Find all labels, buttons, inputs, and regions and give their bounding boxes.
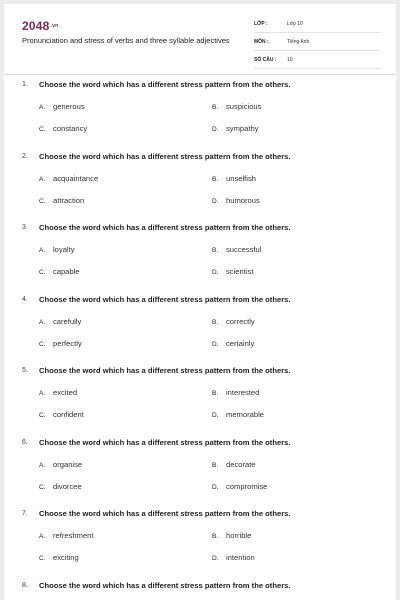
option-letter: B.: [212, 390, 219, 397]
option-letter: D.: [212, 269, 219, 276]
question-heading: [4, 436, 396, 450]
header-divider: [4, 74, 396, 75]
question-item: [4, 579, 396, 600]
option-text: correctly: [226, 316, 255, 326]
option-letter: B.: [212, 533, 219, 540]
option-text: unselfish: [226, 173, 256, 183]
option-text: capable: [53, 267, 80, 276]
option-d[interactable]: [212, 410, 264, 419]
option-letter: B.: [212, 247, 219, 254]
option-text: constancy: [53, 124, 88, 133]
option-c[interactable]: [39, 410, 84, 419]
option-letter: B.: [212, 104, 219, 111]
option-d[interactable]: [212, 482, 267, 491]
option-b[interactable]: [212, 245, 261, 254]
question-heading: [4, 78, 396, 92]
option-text: carefully: [53, 316, 82, 326]
option-a[interactable]: [39, 102, 85, 111]
option-c[interactable]: [39, 339, 82, 348]
option-d[interactable]: [212, 196, 260, 205]
option-text: compromise: [226, 481, 268, 491]
option-text: suspicious: [226, 102, 262, 111]
question-heading: [4, 293, 396, 307]
option-text: excited: [53, 388, 78, 397]
option-letter: D.: [212, 340, 219, 348]
option-letter: A.: [39, 533, 46, 540]
question-text: Choose the word which has a different stress pattern from the others.: [39, 294, 291, 304]
option-letter: C.: [39, 483, 46, 491]
question-item: [4, 507, 396, 579]
question-text: Choose the word which has a different stress pattern from the others.: [39, 366, 291, 375]
option-c[interactable]: [39, 267, 80, 276]
option-letter: A.: [39, 104, 46, 111]
option-letter: A.: [39, 461, 46, 469]
question-heading: [4, 579, 396, 593]
option-a[interactable]: [39, 460, 82, 469]
option-text: decorate: [226, 459, 256, 469]
question-text: Choose the word which has a different stress pattern from the others.: [39, 437, 291, 447]
option-letter: C.: [39, 126, 46, 133]
option-letter: C.: [39, 197, 46, 205]
option-letter: B.: [212, 318, 219, 326]
option-b[interactable]: [212, 102, 261, 111]
worksheet-title: Pronunciation and stress of verbs and three syllable adjectives: [22, 36, 230, 45]
option-letter: C.: [39, 340, 46, 348]
option-letter: D.: [212, 412, 219, 419]
question-number: 7.: [22, 510, 28, 517]
option-a[interactable]: [39, 174, 98, 183]
question-number: 4.: [22, 295, 28, 303]
option-b[interactable]: [212, 460, 256, 469]
question-list: [4, 78, 396, 600]
option-d[interactable]: [212, 124, 259, 133]
option-letter: A.: [39, 175, 46, 183]
meta-label: LỚP :: [254, 21, 268, 27]
question-item: [4, 364, 396, 436]
worksheet-header: [4, 4, 396, 74]
meta-label: MÔN :: [254, 39, 269, 45]
meta-value: Tiếng Anh: [287, 39, 310, 45]
option-text: scientist: [226, 267, 254, 276]
question-number: 3.: [22, 224, 28, 231]
meta-value: Lớp 10: [287, 21, 303, 27]
worksheet-page: [4, 4, 396, 600]
option-d[interactable]: [212, 553, 255, 562]
option-letter: D.: [212, 126, 219, 133]
option-b[interactable]: [212, 388, 259, 397]
question-number: 1.: [22, 81, 28, 88]
question-item: [4, 78, 396, 150]
option-letter: B.: [212, 461, 219, 469]
question-item: [4, 436, 396, 508]
option-text: memorable: [226, 410, 264, 419]
option-text: loyalty: [53, 245, 75, 254]
option-text: attraction: [53, 195, 85, 205]
option-letter: D.: [212, 483, 219, 491]
question-number: 2.: [22, 152, 28, 160]
option-text: intention: [226, 553, 255, 562]
option-letter: A.: [39, 247, 46, 254]
option-letter: D.: [212, 555, 219, 562]
option-letter: D.: [212, 197, 219, 205]
option-text: sympathy: [226, 124, 259, 133]
option-text: generous: [53, 102, 85, 111]
question-text: Choose the word which has a different stress pattern from the others.: [39, 223, 291, 232]
option-d[interactable]: [212, 339, 254, 348]
option-text: certainly: [226, 338, 255, 348]
question-number: 6.: [22, 438, 28, 446]
option-d[interactable]: [212, 267, 253, 276]
option-c[interactable]: [39, 124, 87, 133]
option-c[interactable]: [39, 196, 84, 205]
logo-main: 2048: [22, 19, 50, 33]
option-a[interactable]: [39, 388, 77, 397]
meta-row-subject: [254, 36, 380, 51]
logo-suffix: .vn: [50, 23, 59, 29]
question-heading: [4, 364, 396, 378]
option-letter: C.: [39, 412, 46, 419]
option-letter: C.: [39, 269, 46, 276]
meta-value: 10: [287, 57, 293, 63]
question-heading: [4, 150, 396, 164]
question-item: [4, 221, 396, 293]
option-text: acquaintance: [53, 173, 99, 183]
option-a[interactable]: [39, 317, 81, 326]
option-text: humorous: [226, 195, 260, 205]
question-text: Choose the word which has a different stress pattern from the others.: [39, 80, 291, 89]
option-text: exciting: [53, 553, 79, 562]
question-item: [4, 150, 396, 222]
meta-row-question-count: [254, 54, 380, 69]
option-c[interactable]: [39, 482, 82, 491]
question-text: Choose the word which has a different stress pattern from the others.: [39, 151, 291, 161]
question-item: [4, 293, 396, 365]
option-text: interested: [226, 388, 260, 397]
meta-row-class: [254, 18, 380, 33]
option-c[interactable]: [39, 553, 79, 562]
option-a[interactable]: [39, 245, 75, 254]
option-b[interactable]: [212, 317, 255, 326]
option-letter: A.: [39, 390, 46, 397]
option-text: horrible: [226, 531, 252, 540]
option-a[interactable]: [39, 531, 94, 540]
question-text: Choose the word which has a different stress pattern from the others.: [39, 509, 291, 518]
site-logo[interactable]: [22, 19, 58, 33]
question-number: 5.: [22, 367, 28, 374]
question-number: 8.: [22, 581, 28, 589]
option-b[interactable]: [212, 531, 251, 540]
option-text: divorcee: [53, 481, 82, 491]
option-letter: A.: [39, 318, 46, 326]
option-text: refreshment: [53, 531, 94, 540]
question-heading: [4, 221, 396, 235]
option-letter: C.: [39, 555, 46, 562]
option-text: successful: [226, 245, 262, 254]
option-text: perfectly: [53, 338, 82, 348]
meta-label: SỐ CÂU :: [254, 57, 277, 63]
option-text: confident: [53, 410, 84, 419]
question-heading: [4, 507, 396, 521]
question-text: Choose the word which has a different stress pattern from the others.: [39, 580, 291, 590]
option-b[interactable]: [212, 174, 256, 183]
option-letter: B.: [212, 175, 219, 183]
worksheet-meta: [254, 18, 380, 72]
option-text: organise: [53, 459, 83, 469]
